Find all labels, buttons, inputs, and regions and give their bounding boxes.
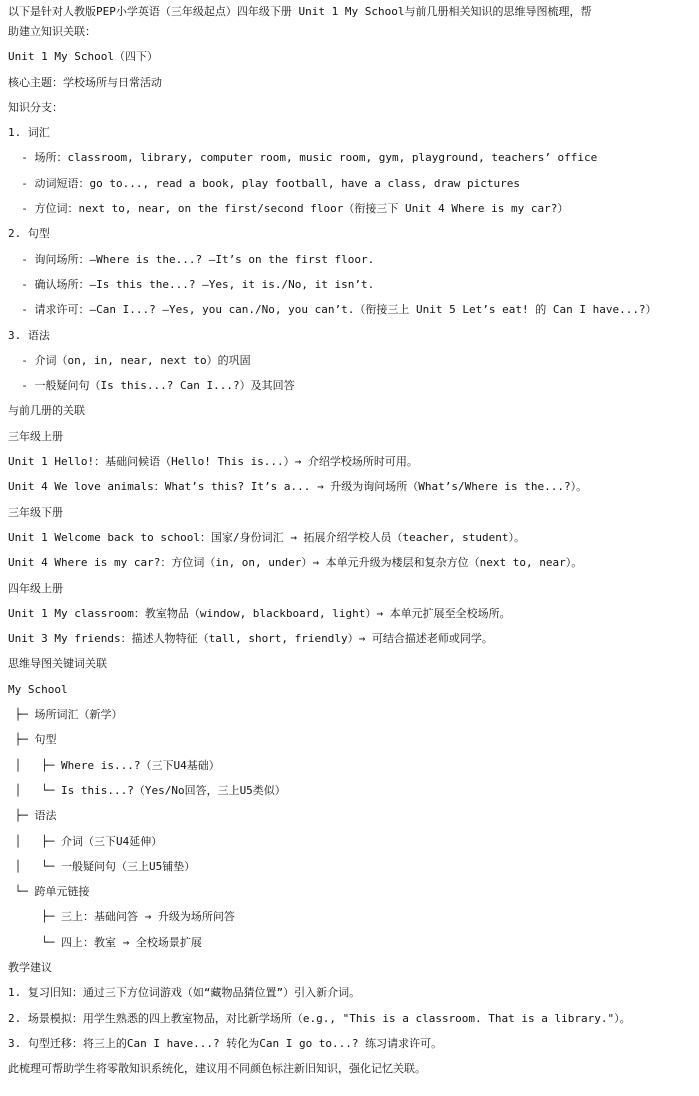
text-line: - 方位词：next to, near, on the first/second floor（衔接三下 Unit 4 Where is my car?） (8, 202, 569, 216)
text-line: │ └─ 一般疑问句（三上U5铺垫） (8, 859, 196, 873)
text-line: ├─ 三上：基础问答 → 升级为场所问答 (8, 910, 235, 924)
text-line: - 一般疑问句（Is this...? Can I...?）及其回答 (8, 379, 295, 393)
text-line: - 动词短语：go to..., read a book, play football, have a class, draw pictures (8, 176, 520, 190)
text-line: 核心主题：学校场所与日常活动 (8, 75, 162, 89)
text-line: 思维导图关键词关联 (8, 657, 107, 671)
text-line: ├─ 句型 (8, 733, 57, 747)
text-line: Unit 1 My School（四下） (8, 50, 158, 64)
text-line: Unit 1 Welcome back to school：国家/身份词汇 → 拓展介绍学校人员（teacher, student）。 (8, 530, 526, 544)
text-line: - 请求许可：—Can I...? —Yes, you can./No, you can’t.（衔接三上 Unit 5 Let’s eat! 的 Can I have...?） (8, 303, 657, 317)
text-line: │ ├─ 介词（三下U4延伸） (8, 834, 163, 848)
text-line: 四年级上册 (8, 581, 63, 595)
text-line: 3. 句型迁移：将三上的Can I have...? 转化为Can I go to...? 练习请求许可。 (8, 1036, 443, 1050)
text-line: ├─ 语法 (8, 809, 57, 823)
text-line: 教学建议 (8, 960, 52, 974)
text-line: Unit 1 My classroom：教室物品（window, blackboard, light）→ 本单元扩展至全校场所。 (8, 606, 511, 620)
text-line: 此梳理可帮助学生将零散知识系统化，建议用不同颜色标注新旧知识，强化记忆关联。 (8, 1062, 426, 1076)
text-line: 2. 句型 (8, 227, 50, 241)
text-line: 知识分支： (8, 100, 63, 114)
text-line: 三年级上册 (8, 429, 63, 443)
text-line: 1. 复习旧知：通过三下方位词游戏（如“藏物品猜位置”）引入新介词。 (8, 986, 361, 1000)
text-line: ├─ 场所词汇（新学） (8, 708, 123, 722)
text-line: - 介词（on, in, near, next to）的巩固 (8, 353, 251, 367)
text-line: 三年级下册 (8, 505, 63, 519)
text-line: └─ 四上：教室 → 全校场景扩展 (8, 935, 202, 949)
text-line: 3. 语法 (8, 328, 50, 342)
text-line: │ └─ Is this...?（Yes/No回答，三上U5类似） (8, 783, 286, 797)
text-line: Unit 1 Hello!：基础问候语（Hello! This is...）→ 介绍学校场所时可用。 (8, 455, 418, 469)
text-line: - 询问场所：—Where is the...? —It’s on the first floor. (8, 252, 375, 266)
text-line: Unit 4 We love animals：What’s this? It’s a... → 升级为询问场所（What’s/Where is the...?）。 (8, 480, 588, 494)
text-line: └─ 跨单元链接 (8, 885, 90, 899)
text-line: - 确认场所：—Is this the...? —Yes, it is./No, it isn’t. (8, 277, 375, 291)
text-line: Unit 4 Where is my car?：方位词（in, on, under）→ 本单元升级为楼层和复杂方位（next to, near）。 (8, 556, 583, 570)
text-line: 2. 场景模拟：用学生熟悉的四上教室物品，对比新学场所（e.g., "This is a classroom. That is a library."）。 (8, 1011, 631, 1025)
text-line: │ ├─ Where is...?（三下U4基础） (8, 758, 220, 772)
text-line: 以下是针对人教版PEP小学英语（三年级起点）四年级下册 Unit 1 My School与前几册相关知识的思维导图梳理，帮 (8, 5, 592, 18)
text-line: - 场所：classroom, library, computer room, music room, gym, playground, teachers’ office (8, 151, 598, 165)
text-line: Unit 3 My friends：描述人物特征（tall, short, friendly）→ 可结合描述老师或同学。 (8, 632, 493, 646)
text-line: 助建立知识关联： (8, 25, 96, 38)
text-line: My School (8, 682, 68, 696)
text-line: 1. 词汇 (8, 126, 50, 140)
text-line: 与前几册的关联 (8, 404, 85, 418)
